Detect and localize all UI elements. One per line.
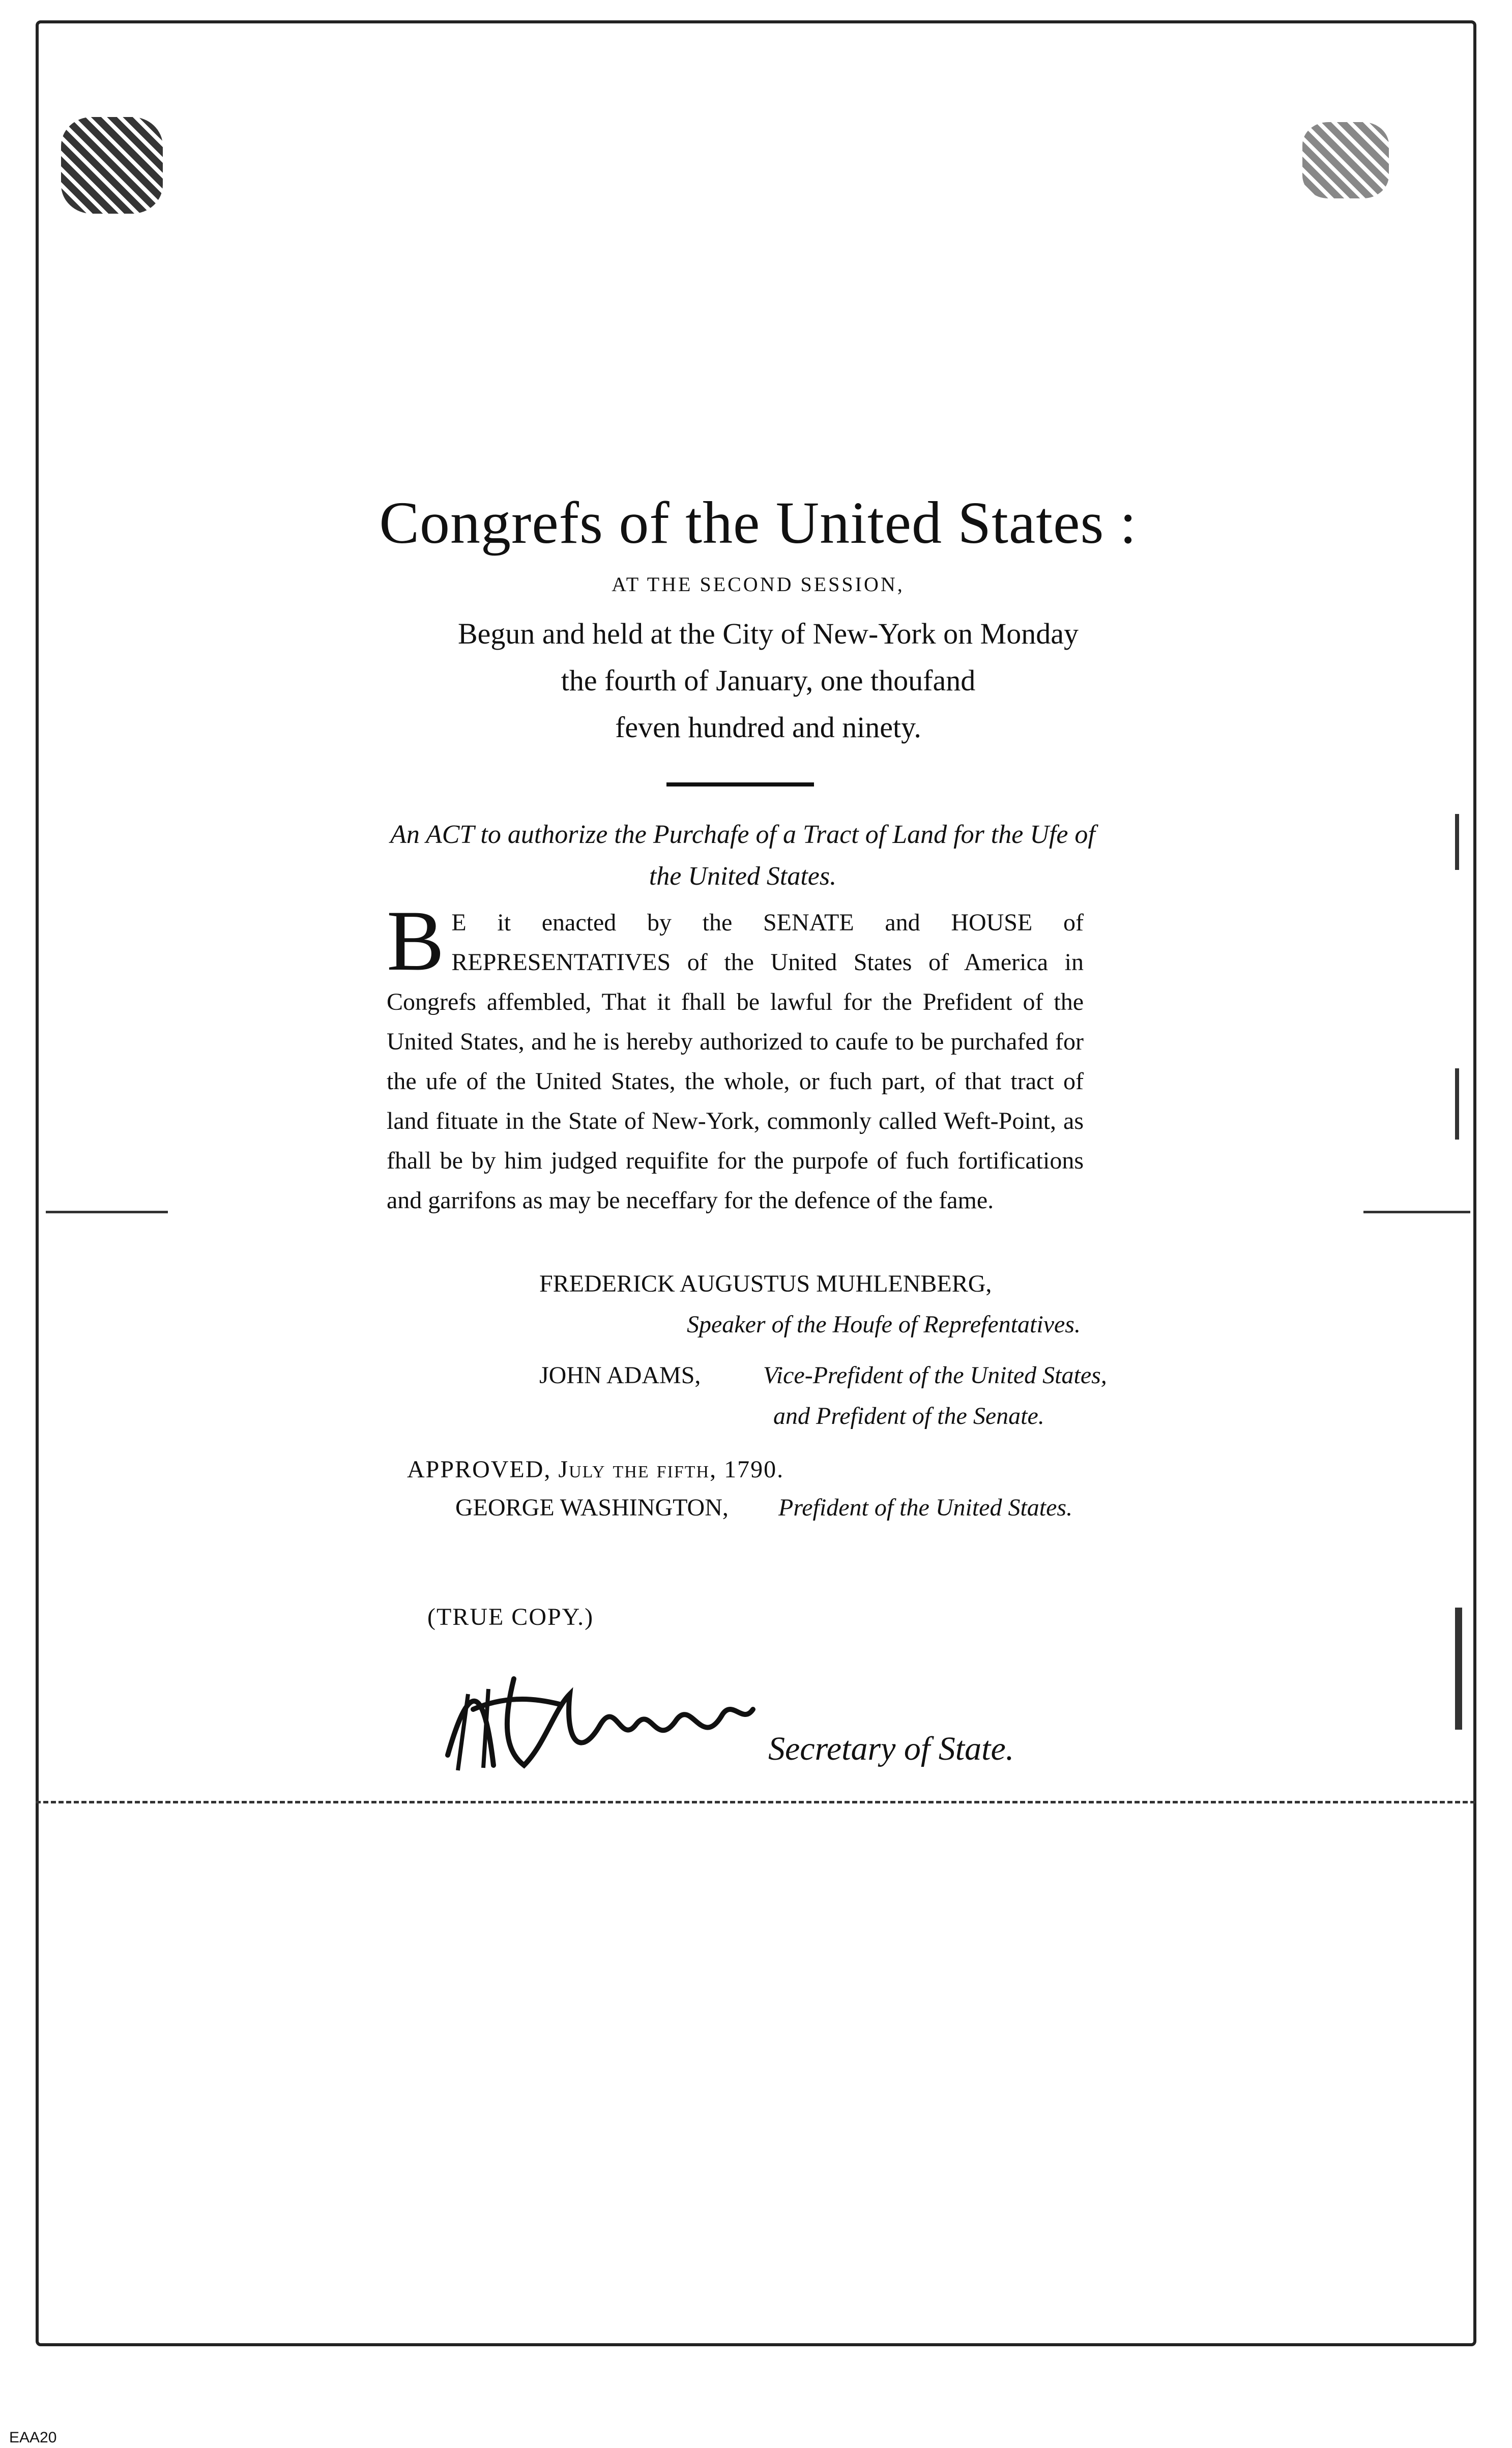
fold-line: [36, 1801, 1475, 1803]
vp-name: JOHN ADAMS,: [539, 1362, 701, 1389]
true-copy-label: (TRUE COPY.): [427, 1604, 594, 1630]
begun-line: Begun and held at the City of New-York on Monday: [457, 617, 1079, 650]
edge-mark: [1455, 1068, 1459, 1140]
act-body-text: E it enacted by the SENATE and HOUSE of REPRESENTATIVES of the United States of America in Congrefs affembled, That it fhall be lawful for the Prefident of the United States, and he is hereby authorized to caufe to be purchafed for the ufe of the United States, the whole, or fuch part, of that tract of land fituate in the State of New-York, commonly called Weft-Point, as fhall be by him judged requifite for the purpofe of fuch fortifications and garrifons as may be neceffary for the defence of the fame.: [387, 909, 1084, 1214]
speaker-name: FREDERICK AUGUSTUS MUHLENBERG,: [539, 1270, 992, 1297]
document-title: Congrefs of the United States :: [379, 489, 1137, 556]
approved-line: APPROVED, July the fifth, 1790.: [407, 1456, 784, 1483]
section-divider: [666, 782, 814, 786]
president-title: Prefident of the United States.: [778, 1494, 1073, 1521]
session-line: AT THE SECOND SESSION,: [612, 573, 905, 596]
act-title-line: An ACT to authorize the Purchafe of a Tract of Land for the Ufe of: [390, 820, 1095, 849]
vp-title-2: and Prefident of the Senate.: [773, 1403, 1044, 1430]
begun-text: [356, 610, 1180, 751]
edge-mark: [46, 1211, 168, 1213]
act-title: [387, 814, 1099, 897]
archive-label: EAA20: [9, 2429, 57, 2446]
jefferson-signature: [438, 1664, 763, 1775]
begun-line: feven hundred and ninety.: [615, 711, 921, 744]
begun-line: the fourth of January, one thoufand: [561, 664, 976, 697]
edge-mark: [1363, 1211, 1470, 1213]
ink-stain: [1302, 122, 1389, 198]
drop-cap: B: [387, 893, 445, 988]
act-title-line: the United States.: [649, 862, 837, 891]
edge-mark: [1455, 1608, 1462, 1730]
speaker-title: Speaker of the Houfe of Reprefentatives.: [687, 1311, 1081, 1338]
vp-title: Vice-Prefident of the United States,: [763, 1362, 1107, 1389]
secretary-title: Secretary of State.: [768, 1730, 1014, 1767]
president-name: GEORGE WASHINGTON,: [455, 1494, 729, 1521]
act-body: [387, 893, 1084, 1220]
edge-mark: [1455, 814, 1459, 870]
ink-stain: [61, 117, 163, 214]
